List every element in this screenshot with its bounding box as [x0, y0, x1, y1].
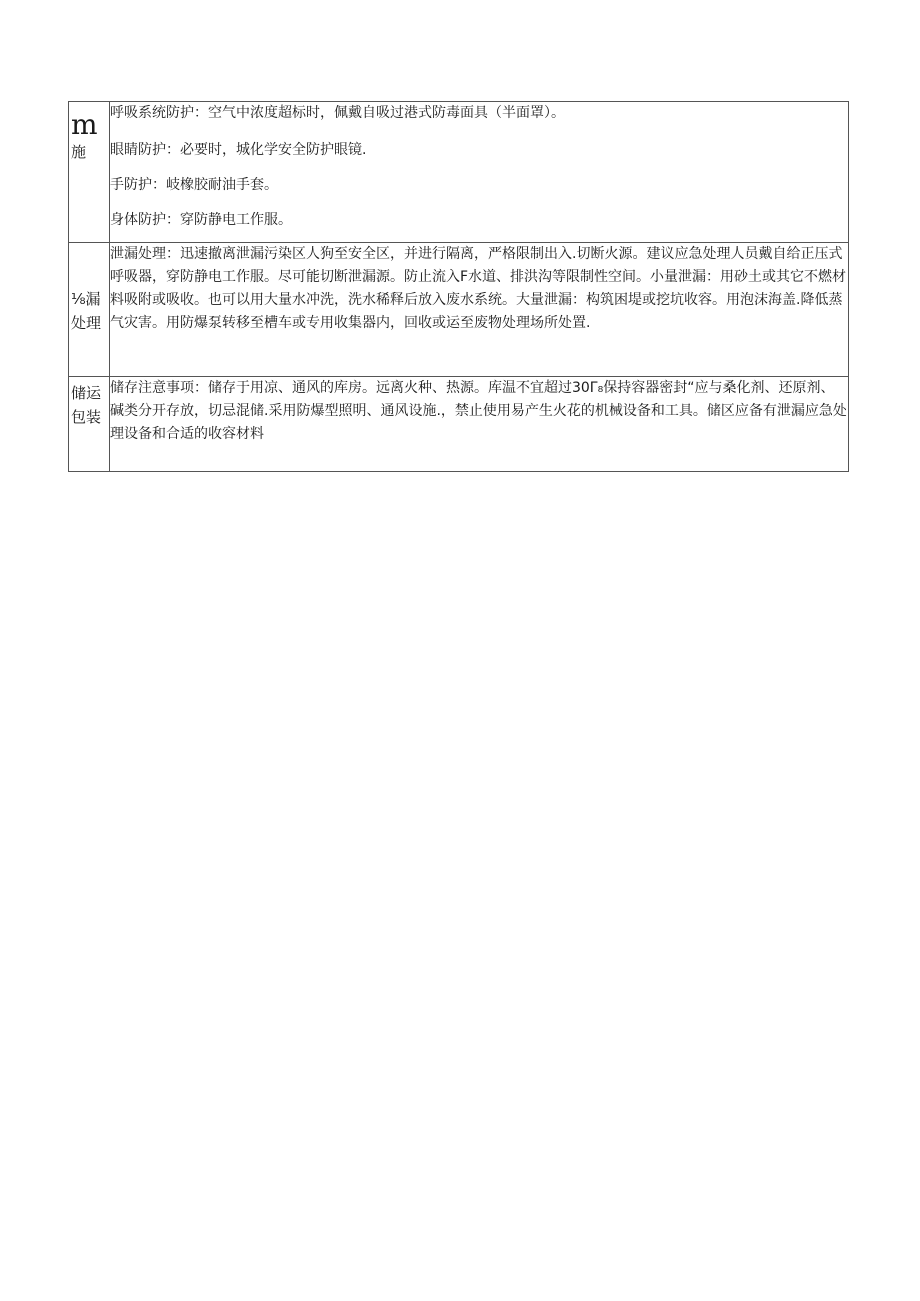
row-label-small: 施	[71, 143, 87, 161]
row-label-leak	[69, 243, 110, 377]
row-label-big: m	[71, 108, 98, 141]
storage-notes-text: 储存注意事项：储存于用凉、通风的库房。远离火种、热源。库温不宜超过30Γ₈保持容器密封“应与桑化剂、还原剂、碱类分开存放，切忌混储.采用防爆型照明、通风设施.，禁止使用易产生火花的机械设备和工具。储区应备有泄漏应急处理设备和合适的收容材料	[110, 377, 849, 472]
row-label-storage	[69, 377, 110, 472]
table-row-protection	[69, 102, 849, 243]
row-content-protection	[110, 102, 849, 243]
row-label-line1: 储运	[71, 384, 102, 402]
respiratory-protection-text: 呼吸系统防护：空气中浓度超标时，佩戴自吸过港式防毒面具（半面罩）。	[110, 105, 565, 121]
leak-handling-text: 泄漏处理：迅速撤离泄漏污染区人狗至安全区，并进行隔离，严格限制出入.切断火源。建议应急处理人员戴自给正压式呼吸器，穿防静电工作服。尽可能切断泄漏源。防止流入F水道、排洪沟等限制性空间。小量泄漏：用砂土或其它不燃材料吸附或吸收。也可以用大量水冲洗，洗水稀释后放入废水系统。大量泄漏：构筑困堤或挖坑收容。用泡沫海盖.降低蒸气灾害。用防爆泵转移至槽车或专用收集器内，回收或运至废物处理场所处置.	[110, 243, 849, 377]
row-label-protection	[69, 102, 110, 243]
table-row-leak	[69, 243, 849, 377]
row-label-line1: ⅛漏	[71, 290, 101, 308]
row-label-line2: 包装	[71, 408, 102, 426]
eye-protection-text: 眼睛防护：必要时，城化学安全防护眼镜.	[110, 142, 367, 158]
hand-protection-text: 手防护：岐橡胶耐油手套。	[110, 177, 278, 193]
body-protection-text: 身体防护：穿防静电工作服。	[110, 212, 292, 228]
row-label-line2: 处理	[71, 314, 102, 332]
table-row-storage	[69, 377, 849, 472]
safety-info-table	[68, 101, 849, 472]
